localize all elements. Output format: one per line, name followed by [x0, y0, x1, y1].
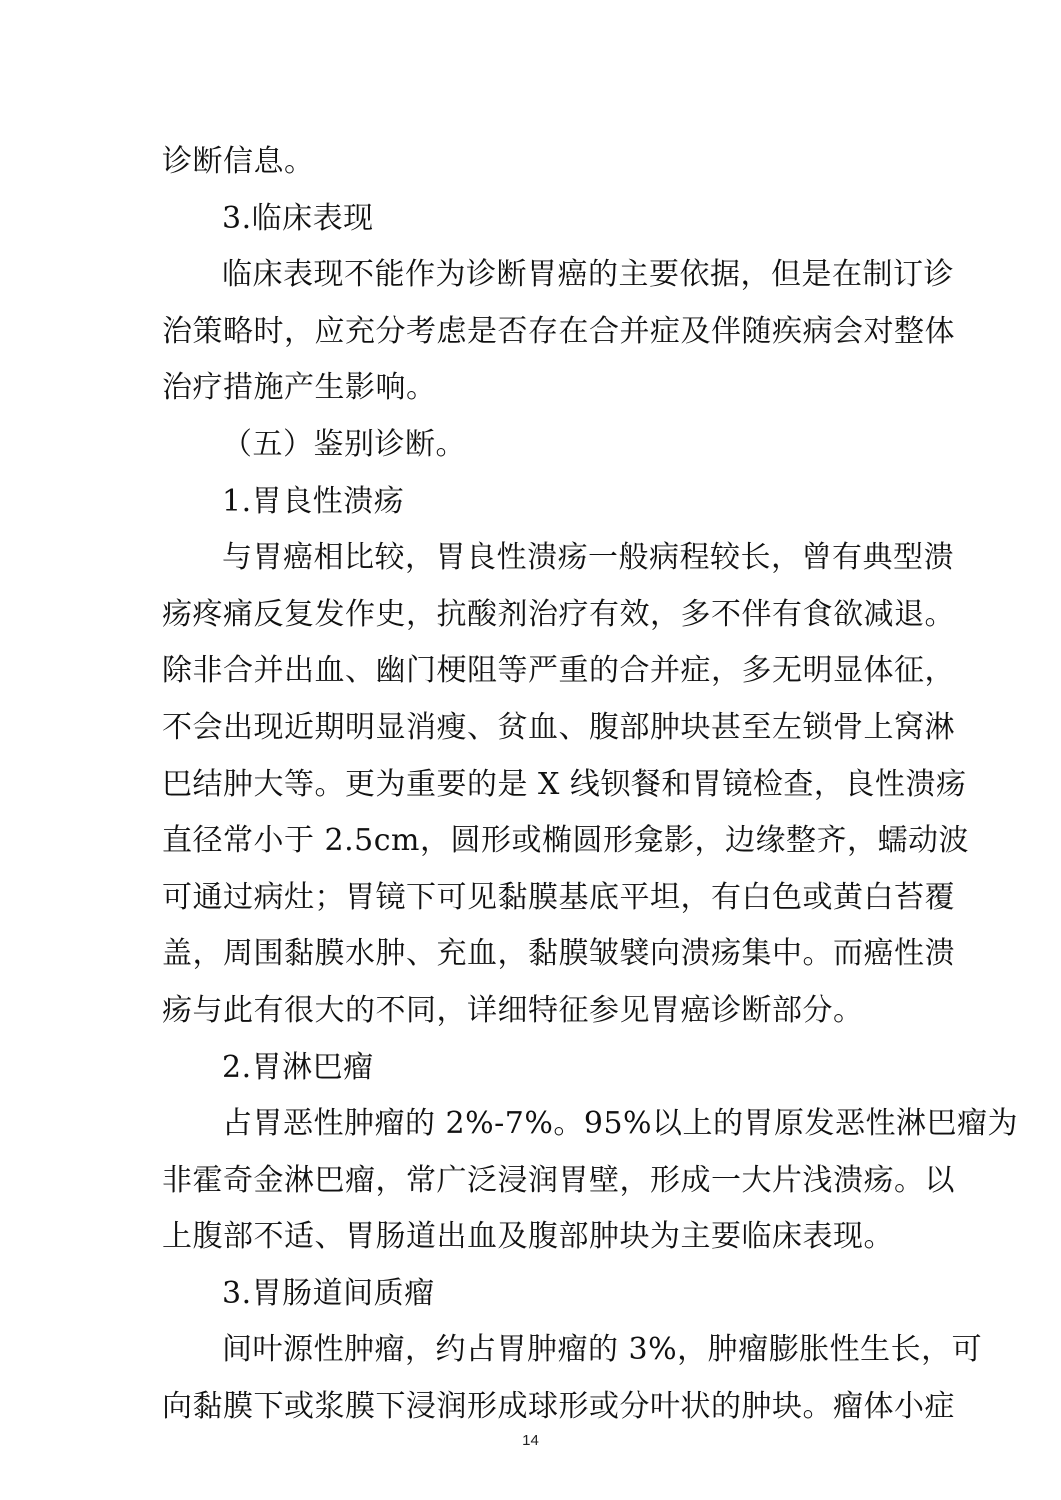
- section-heading-differential-diagnosis: （五）鉴别诊断。: [222, 426, 466, 462]
- text-line-12: 巴结肿大等。更为重要的是 X 线钡餐和胃镜检查，良性溃疡: [162, 766, 967, 802]
- text-line-1: 诊断信息。: [162, 144, 315, 179]
- text-line-14: 可通过病灶；胃镜下可见黏膜基底平坦，有白色或黄白苔覆: [162, 879, 955, 915]
- text-line-18: 占胃恶性肿瘤的 2%-7%。95%以上的胃原发恶性淋巴瘤为: [222, 1106, 1019, 1142]
- text-line-4: 治策略时，应充分考虑是否存在合并症及伴随疾病会对整体: [162, 313, 955, 349]
- text-line-19: 非霍奇金淋巴瘤，常广泛浸润胃壁，形成一大片浅溃疡。以: [162, 1162, 955, 1198]
- section-heading-gist: 3.胃肠道间质瘤: [222, 1275, 435, 1311]
- text-line-5: 治疗措施产生影响。: [162, 370, 437, 406]
- text-line-15: 盖，周围黏膜水肿、充血，黏膜皱襞向溃疡集中。而癌性溃: [162, 936, 955, 972]
- text-line-13: 直径常小于 2.5cm，圆形或椭圆形龛影，边缘整齐，蠕动波: [162, 823, 969, 859]
- section-heading-gastric-lymphoma: 2.胃淋巴瘤: [222, 1049, 374, 1085]
- text-line-10: 除非合并出血、幽门梗阻等严重的合并症，多无明显体征，: [162, 653, 955, 689]
- text-line-3: 临床表现不能作为诊断胃癌的主要依据，但是在制订诊: [222, 257, 954, 293]
- text-line-9: 疡疼痛反复发作史，抗酸剂治疗有效，多不伴有食欲减退。: [162, 596, 955, 632]
- text-line-23: 向黏膜下或浆膜下浸润形成球形或分叶状的肿块。瘤体小症: [162, 1389, 955, 1425]
- section-heading-clinical-manifestations: 3.临床表现: [222, 200, 374, 236]
- text-line-20: 上腹部不适、胃肠道出血及腹部肿块为主要临床表现。: [162, 1219, 894, 1255]
- text-line-16: 疡与此有很大的不同，详细特征参见胃癌诊断部分。: [162, 992, 864, 1028]
- document-body: [162, 134, 1019, 1436]
- section-heading-benign-ulcer: 1.胃良性溃疡: [222, 483, 405, 519]
- page-number: 14: [522, 1432, 539, 1449]
- text-line-11: 不会出现近期明显消瘦、贫血、腹部肿块甚至左锁骨上窝淋: [162, 709, 955, 745]
- text-line-8: 与胃癌相比较，胃良性溃疡一般病程较长，曾有典型溃: [222, 540, 954, 576]
- text-line-22: 间叶源性肿瘤，约占胃肿瘤的 3%，肿瘤膨胀性生长，可: [222, 1332, 983, 1368]
